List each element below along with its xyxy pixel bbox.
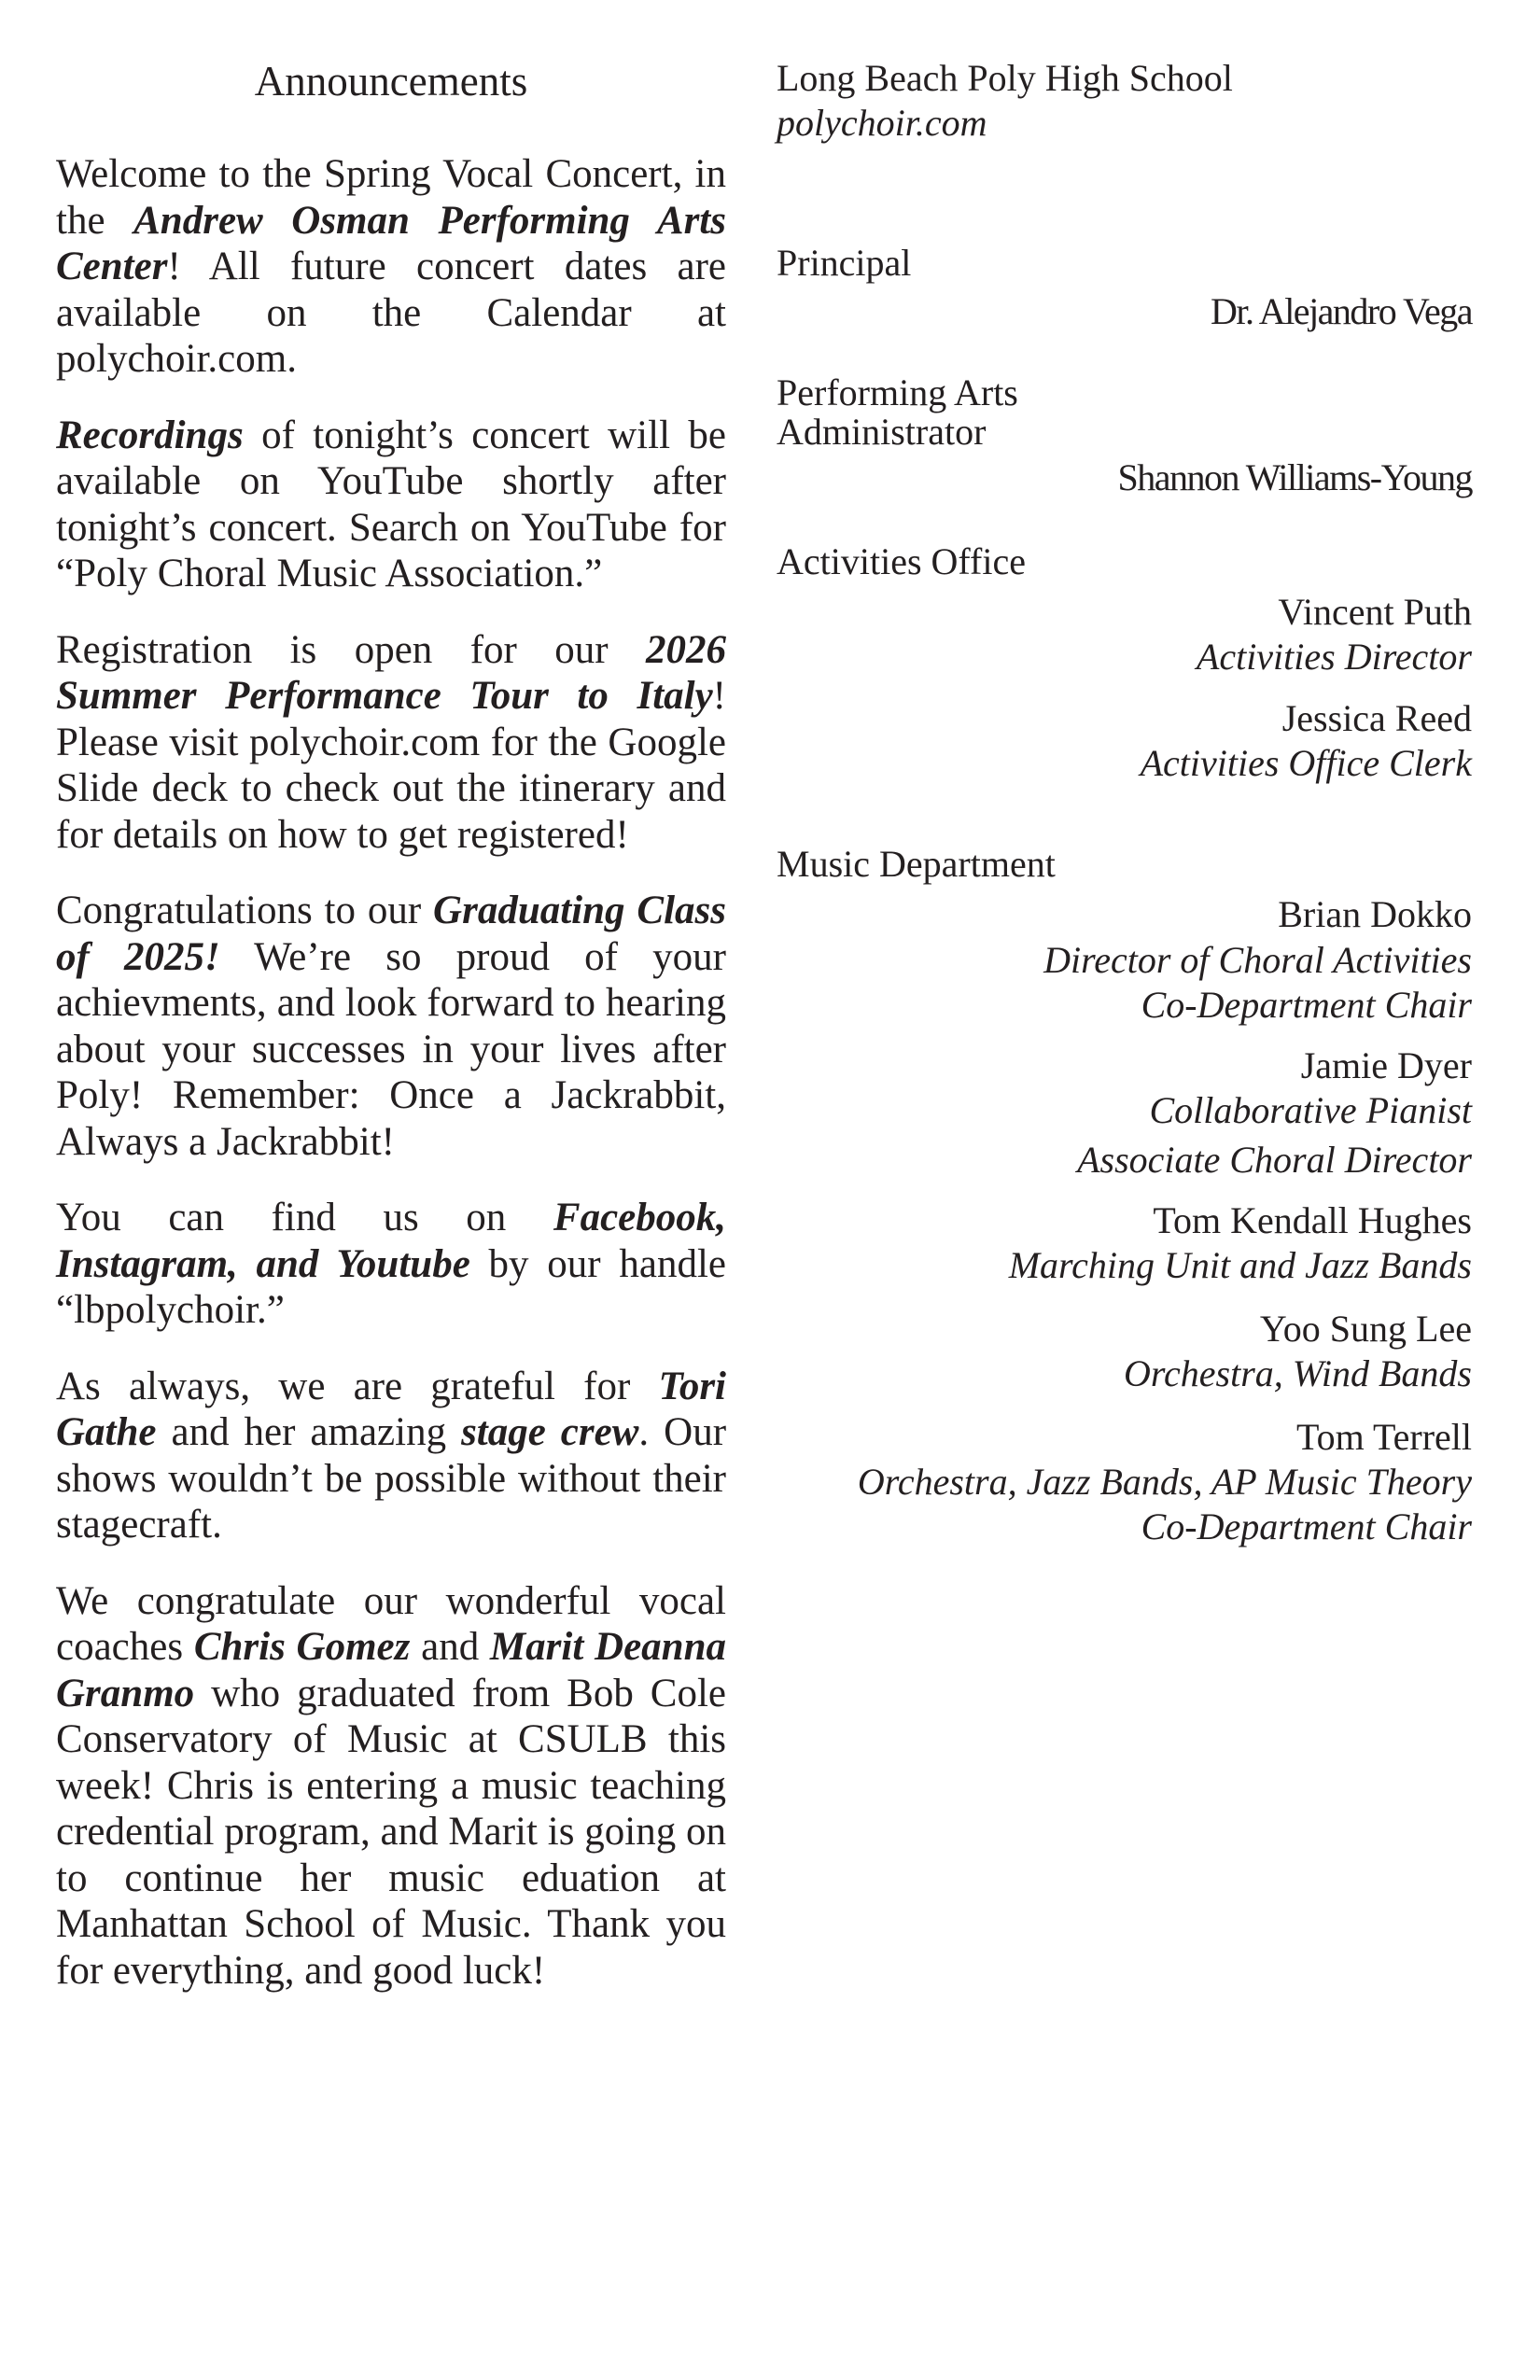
staff-role: Director of Choral Activities — [1043, 939, 1472, 981]
staff-name: Brian Dokko — [1278, 893, 1472, 935]
staff-name: Jessica Reed — [1281, 697, 1472, 739]
staff-role: Co-Department Chair — [1141, 984, 1472, 1026]
vocal-coaches-paragraph: We congratulate our wonderful vocal coaches Chris Gomez and Marit Deanna Granmo who graduated from Bob Cole Conservatory of Music at CSULB this week! Chris is entering a music teaching credential program, and Marit is going on to continue her music eduation at Manhattan School of Music. Thank you for everything, and good luck! — [56, 1578, 726, 1993]
graduates-paragraph: Congratulations to our Graduating Class of 2025! We’re so proud of your achievments, and look forward to hearing about your successes in your lives after Poly! Remember: Once a Jackrabbit, Always a Jackrabbit! — [56, 889, 726, 1164]
pa-admin-name: Shannon Williams-Young — [1117, 456, 1472, 498]
staff-role: Associate Choral Director — [1077, 1139, 1472, 1181]
staff-role: Orchestra, Jazz Bands, AP Music Theory — [857, 1461, 1472, 1503]
staff-name: Yoo Sung Lee — [1259, 1308, 1472, 1350]
recordings-paragraph: Recordings of tonight’s concert will be available on YouTube shortly after tonight’s concert. Search on YouTube for “Poly Choral Music Association.” — [56, 413, 726, 595]
activities-label: Activities Office — [777, 540, 1026, 582]
announcements-column — [56, 56, 726, 2023]
principal-label: Principal — [777, 242, 912, 284]
welcome-paragraph: Welcome to the Spring Vocal Concert, in the Andrew Osman Performing Arts Center! All future concert dates are available on the Calendar at polychoir.com. — [56, 152, 726, 381]
staff-role: Activities Office Clerk — [1140, 742, 1472, 784]
staff-role: Orchestra, Wind Bands — [1124, 1352, 1472, 1394]
pa-admin-label-line1: Performing Arts — [777, 371, 1018, 413]
school-name: Long Beach Poly High School — [777, 57, 1233, 99]
staff-name: Vincent Puth — [1278, 591, 1472, 633]
staff-name: Tom Terrell — [1295, 1416, 1472, 1458]
music-department-label: Music Department — [777, 843, 1056, 885]
staff-role: Collaborative Pianist — [1149, 1089, 1472, 1131]
staff-directory-column — [777, 56, 1472, 1549]
staff-role: Marching Unit and Jazz Bands — [1008, 1244, 1472, 1286]
staff-name: Jamie Dyer — [1300, 1044, 1472, 1086]
announcements-heading: Announcements — [254, 58, 528, 105]
principal-name: Dr. Alejandro Vega — [1211, 290, 1472, 332]
tour-paragraph: Registration is open for our 2026 Summer Performance Tour to Italy! Please visit polychoir.com for the Google Slide deck to check out the itinerary and for details on how to get registered! — [56, 627, 726, 857]
social-paragraph: You can find us on Facebook, Instagram, and Youtube by our handle “lbpolychoir.” — [56, 1196, 726, 1332]
stage-crew-paragraph: As always, we are grateful for Tori Gathe and her amazing stage crew. Our shows wouldn’t be possible without their stagecraft. — [56, 1364, 727, 1547]
staff-role: Activities Director — [1196, 636, 1472, 678]
pa-admin-label-line2: Administrator — [777, 411, 987, 453]
staff-role: Co-Department Chair — [1141, 1505, 1472, 1547]
staff-name: Tom Kendall Hughes — [1153, 1199, 1472, 1241]
school-website: polychoir.com — [777, 102, 987, 144]
